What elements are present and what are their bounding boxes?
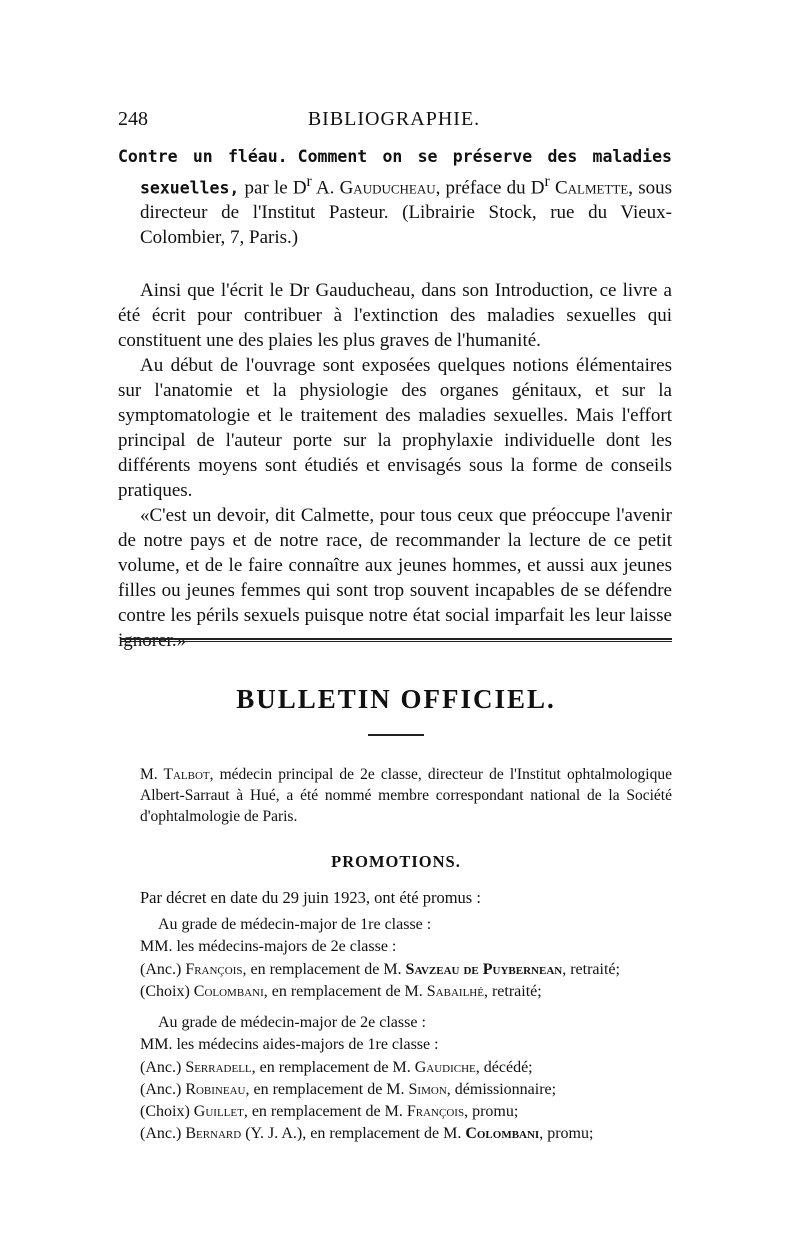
item-name: François <box>185 960 243 978</box>
notice-text: , médecin principal de 2e classe, directeur de l'Institut ophtalmologique Albert-Sarraut à Hué, a été nommé membre correspondant national de la Société d'ophtalmologie de Paris. <box>140 766 672 825</box>
item-text: , en remplacement de M. <box>245 1080 405 1098</box>
notice-name: M. Talbot <box>140 766 210 783</box>
item-name: Robineau <box>185 1080 246 1098</box>
entry-title: Contre un fléau. <box>118 147 288 166</box>
promotion-group-1 <box>140 914 672 1003</box>
list-item <box>140 1123 672 1145</box>
bibliography-section <box>118 144 672 653</box>
item-status: , promu; <box>464 1103 519 1121</box>
bulletin-notice <box>140 764 672 827</box>
running-title: BIBLIOGRAPHIE. <box>307 108 481 130</box>
item-replaced: François <box>406 1103 465 1121</box>
list-item <box>140 1079 672 1101</box>
bulletin-title: BULLETIN OFFICIEL. <box>236 684 556 714</box>
item-status: , retraité; <box>562 960 620 978</box>
item-text: , en remplacement de M. <box>251 1058 411 1076</box>
item-replaced: Savzeau de Puybernean <box>405 960 563 978</box>
group-grade: Au grade de médecin-major de 1re classe : <box>158 916 432 933</box>
list-item <box>140 1101 672 1123</box>
item-kind: (Anc.) <box>140 1080 182 1098</box>
review-paragraph-3: «C'est un devoir, dit Calmette, pour tous ceux que préoccupe l'avenir de notre pays et de notre race, de recommander la lecture de ce petit volume, et de le faire connaître aux jeunes hommes, et aussi aux jeunes filles ou jeunes femmes qui sont trop souvent incapables de se défendre contre les périls sexuels puisque notre état social imparfait les leur laisse ignorer.» <box>118 505 672 652</box>
item-name: Colombani <box>193 982 264 1000</box>
group-intro: MM. les médecins aides-majors de 1re classe : <box>140 1036 439 1054</box>
entry-prefacer: Calmette <box>549 177 629 199</box>
list-item <box>140 981 672 1003</box>
item-name: Serradell <box>185 1058 252 1076</box>
entry-rest: , sous directeur de l'Institut Pasteur. (Librairie Stock, rue du Vieux-Colombier, 7, Paris.) <box>140 177 673 249</box>
entry-preface-sup: r <box>544 173 550 190</box>
group-intro: MM. les médecins-majors de 2e classe : <box>140 938 397 956</box>
entry-preface: , préface du D <box>435 177 545 199</box>
bibliography-entry <box>118 144 672 250</box>
item-kind: (Anc.) <box>140 1058 182 1076</box>
item-text: , en remplacement de M. <box>263 982 423 1000</box>
item-status: , décédé; <box>475 1058 533 1076</box>
promotion-group-2 <box>140 1012 672 1146</box>
review-paragraph-2: Au début de l'ouvrage sont exposées quelques notions élémentaires sur l'anatomie et la physiologie des organes génitaux, et sur la symptomatologie et le traitement des maladies sexuelles. Mais l'effort principal de l'auteur porte sur la prophylaxie individuelle dont les différents moyens sont étudiés et envisagés sous la forme de conseils pratiques. <box>118 355 672 502</box>
item-text: , en remplacement de M. <box>243 1103 403 1121</box>
section-divider <box>120 638 672 640</box>
item-text: , en remplacement de M. <box>302 1125 462 1143</box>
item-text: , en remplacement de M. <box>242 960 402 978</box>
promotions-heading: PROMOTIONS. <box>331 852 461 871</box>
item-name: Bernard (Y. J. A.) <box>185 1125 303 1143</box>
item-replaced: Sabailhé <box>426 982 484 1000</box>
item-replaced: Simon <box>408 1080 447 1098</box>
running-head <box>118 108 670 136</box>
list-item <box>140 1057 672 1079</box>
item-kind: (Anc.) <box>140 960 182 978</box>
item-kind: (Anc.) <box>140 1125 182 1143</box>
item-kind: (Choix) <box>140 982 190 1000</box>
item-status: , promu; <box>539 1125 594 1143</box>
item-replaced: Colombani <box>465 1125 540 1143</box>
entry-by: par le D <box>239 177 307 199</box>
item-replaced: Gaudiche <box>414 1058 476 1076</box>
item-name: Guillet <box>193 1103 244 1121</box>
decree-line: Par décret en date du 29 juin 1923, ont été promus : <box>140 888 481 907</box>
item-status: , démissionnaire; <box>446 1080 557 1098</box>
entry-by-sup: r <box>306 173 312 190</box>
review-paragraph-1: Ainsi que l'écrit le Dr Gauducheau, dans son Introduction, ce livre a été écrit pour contribuer à l'extinction des maladies sexuelles qui constituent une des plaies les plus graves de l'humanité. <box>118 280 672 352</box>
entry-subtitle: Comment on se préserve des maladies sexuelles, <box>140 147 672 198</box>
item-kind: (Choix) <box>140 1103 190 1121</box>
section-divider-thin <box>120 641 672 642</box>
page-number: 248 <box>118 108 148 130</box>
entry-author: A. Gauducheau <box>311 177 436 199</box>
list-item <box>140 959 672 981</box>
title-underline <box>368 734 424 736</box>
group-grade: Au grade de médecin-major de 2e classe : <box>158 1014 426 1031</box>
item-status: , retraité; <box>483 982 542 1000</box>
